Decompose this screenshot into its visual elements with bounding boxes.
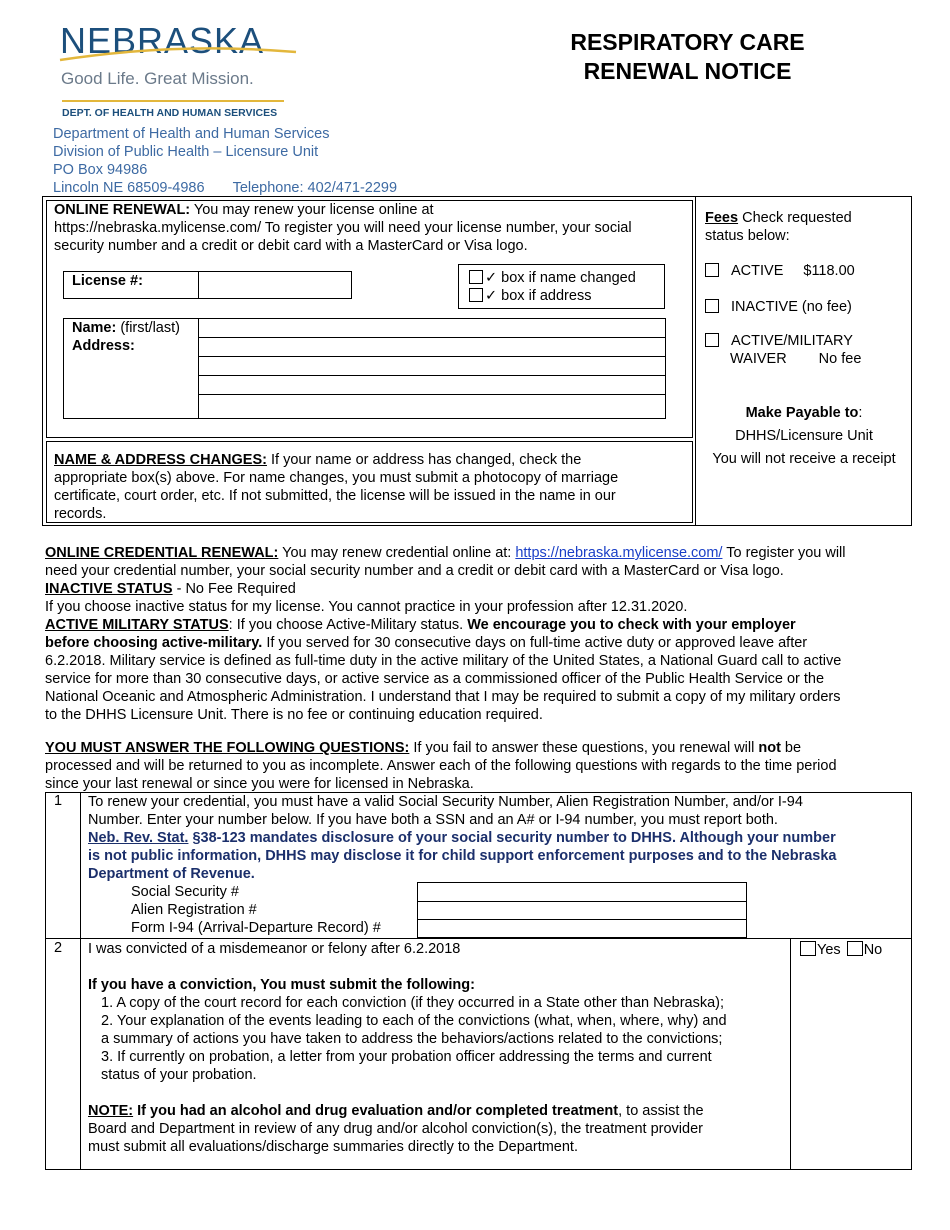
inactive-status-line-2: If you choose inactive status for my license. You cannot practice in your profession after 12.31.2020.	[45, 599, 688, 615]
address-field-2[interactable]	[198, 356, 666, 376]
questions-heading: YOU MUST ANSWER THE FOLLOWING QUESTIONS:	[45, 740, 410, 756]
online-credential-section	[45, 544, 925, 724]
address-line-2: Division of Public Health – Licensure Unit	[53, 144, 319, 160]
military-checkbox[interactable]	[705, 333, 719, 347]
active-fee: $118.00	[803, 263, 855, 279]
q2-note-bold: If you had an alcohol and drug evaluation and/or completed treatment	[133, 1103, 619, 1119]
i94-field[interactable]	[417, 919, 747, 938]
military-fee: No fee	[818, 351, 862, 367]
license-label: License #:	[72, 273, 143, 289]
q2-no-checkbox[interactable]	[847, 941, 863, 956]
inactive-checkbox[interactable]	[705, 299, 719, 313]
online-renewal-text-1: You may renew your license online at	[190, 202, 434, 218]
q1-line-1: To renew your credential, you must have a valid Social Security Number, Alien Registration Number, and/or I-94	[88, 794, 803, 810]
logo-divider	[62, 100, 284, 102]
alien-registration-field[interactable]	[417, 901, 747, 920]
q1-statute: Neb. Rev. Stat.	[88, 830, 189, 846]
logo-wordmark: NEBRASKA	[60, 20, 265, 61]
military-status-heading: ACTIVE MILITARY STATUS	[45, 617, 229, 633]
inactive-status-suffix: - No Fee Required	[172, 581, 296, 597]
fees-subheading-2: status below:	[705, 228, 790, 244]
military-status-line-4: service for more than 30 consecutive days, or active service as a commissioned officer of the Public Health Service or the	[45, 671, 825, 687]
fees-heading: Fees	[705, 210, 739, 226]
change-checkbox-box	[458, 264, 665, 309]
questions-not: not	[758, 740, 781, 756]
military-status-bold-2: before choosing active-military.	[45, 635, 263, 651]
q1-bold-2: is not public information, DHHS may disclose it for child support enforcement purposes and to the Nebraska	[88, 848, 837, 864]
i94-label: Form I-94 (Arrival-Departure Record) #	[131, 920, 381, 936]
online-renewal-heading: ONLINE RENEWAL:	[54, 202, 191, 218]
q2-must-submit: If you have a conviction, You must submit the following:	[88, 977, 475, 993]
military-label-1: ACTIVE/MILITARY	[731, 333, 853, 349]
military-status-bold-1: We encourage you to check with your employer	[467, 617, 796, 633]
name-field[interactable]	[198, 318, 666, 338]
online-credential-heading: ONLINE CREDENTIAL RENEWAL:	[45, 545, 279, 561]
address-field-3[interactable]	[198, 375, 666, 395]
q2-note-text: , to assist the	[618, 1103, 704, 1119]
military-status-text-2: If you served for 30 consecutive days on full-time active duty or approved leave after	[262, 635, 808, 651]
fees-subheading-1: Check requested	[738, 210, 852, 226]
license-label-cell	[63, 271, 199, 299]
q2-item-2b: a summary of actions you have taken to address the behaviors/actions related to the convictions;	[101, 1031, 723, 1047]
military-status-line-6: to the DHHS Licensure Unit. There is no fee or continuing education required.	[45, 707, 543, 723]
q1-line-2: Number. Enter your number below. If you have both a SSN and an A# or I-94 number, you must report both.	[88, 812, 778, 828]
military-label-2: WAIVER	[730, 351, 787, 367]
mylicense-link[interactable]: https://nebraska.mylicense.com/	[515, 545, 723, 561]
agency-address	[53, 125, 397, 197]
q2-answer	[800, 941, 882, 958]
name-change-heading: NAME & ADDRESS CHANGES:	[54, 452, 267, 468]
inactive-label: INACTIVE (no fee)	[731, 299, 852, 315]
q1-number: 1	[54, 793, 63, 809]
address-changed-checkbox[interactable]	[469, 288, 483, 302]
address-line-3: PO Box 94986	[53, 162, 148, 178]
qtable-row-divider	[45, 938, 912, 939]
q2-item-1: 1. A copy of the court record for each conviction (if they occurred in a State other than Nebraska);	[101, 995, 725, 1011]
name-change-line-1: If your name or address has changed, check the	[266, 452, 582, 468]
q2-note-line-2: Board and Department in review of any drug and/or alcohol conviction(s), the treatment provider	[88, 1121, 703, 1137]
military-status-line-5: National Oceanic and Atmospheric Administration. I understand that I may be required to submit a copy of my military orders	[45, 689, 841, 705]
name-label: Name:	[72, 320, 117, 336]
ssn-label: Social Security #	[131, 884, 239, 900]
q2-text	[88, 940, 788, 1156]
q1-id-labels	[131, 883, 381, 937]
address-label: Address:	[72, 338, 135, 354]
payable-to: DHHS/Licensure Unit	[735, 428, 873, 444]
name-change-line-2: appropriate box(s) above. For name changes, you must submit a photocopy of marriage	[54, 470, 619, 486]
name-address-label-cell	[63, 318, 199, 419]
license-number-field[interactable]	[198, 271, 352, 299]
name-changed-label: ✓ box if name changed	[485, 270, 636, 286]
questions-line-2: processed and will be returned to you as incomplete. Answer each of the following questions with regards to the time period	[45, 758, 837, 774]
telephone: Telephone: 402/471-2299	[232, 180, 398, 196]
q2-item-2a: 2. Your explanation of the events leading to each of the convictions (what, when, where, why) and	[101, 1013, 727, 1029]
logo-dept: DEPT. OF HEALTH AND HUMAN SERVICES	[62, 107, 278, 119]
q2-number: 2	[54, 940, 63, 956]
active-label: ACTIVE	[731, 263, 784, 279]
address-field-4[interactable]	[198, 394, 666, 419]
online-renewal-text	[54, 201, 689, 255]
online-credential-text-b: To register you will	[722, 545, 846, 561]
logo-swoosh-icon	[58, 44, 298, 64]
questions-text-1: If you fail to answer these questions, you renewal will	[409, 740, 759, 756]
online-credential-text-a: You may renew credential online at:	[278, 545, 516, 561]
no-receipt-note: You will not receive a receipt	[712, 451, 896, 467]
online-credential-line-2: need your credential number, your social security number and a credit or debit card with a MasterCard or Visa logo.	[45, 563, 784, 579]
active-checkbox[interactable]	[705, 263, 719, 277]
address-line-4: Lincoln NE 68509-4986	[53, 180, 205, 196]
q2-item-3a: 3. If currently on probation, a letter from your probation officer addressing the terms and current	[101, 1049, 712, 1065]
qtable-answer-divider	[790, 938, 791, 1170]
name-hint: (first/last)	[116, 320, 180, 336]
payable-label: Make Payable to	[745, 405, 859, 421]
q2-yes-checkbox[interactable]	[800, 941, 816, 956]
q2-line-1: I was convicted of a misdemeanor or felony after 6.2.2018	[88, 941, 461, 957]
page-title	[540, 28, 835, 86]
online-renewal-text-3: security number and a credit or debit card with a MasterCard or Visa logo.	[54, 238, 528, 254]
address-line-1: Department of Health and Human Services	[53, 126, 330, 142]
alien-label: Alien Registration #	[131, 902, 257, 918]
q2-note-label: NOTE:	[88, 1103, 134, 1119]
questions-line-3: since your last renewal or since you were for licensed in Nebraska.	[45, 776, 474, 792]
online-renewal-text-2: https://nebraska.mylicense.com/ To register you will need your license number, your social	[54, 220, 632, 236]
address-changed-label: ✓ box if address	[485, 288, 592, 304]
name-change-text	[54, 451, 689, 523]
payable-colon: :	[858, 405, 863, 421]
q2-note-line-3: must submit all evaluations/discharge summaries directly to the Department.	[88, 1139, 578, 1155]
frame-divider	[695, 196, 696, 526]
questions-text-2: be	[780, 740, 802, 756]
questions-intro	[45, 739, 925, 793]
q2-item-3b: status of your probation.	[101, 1067, 257, 1083]
q2-no-label: No	[863, 942, 883, 958]
name-changed-checkbox[interactable]	[469, 270, 483, 284]
qtable-col-divider	[80, 792, 81, 1170]
ssn-field[interactable]	[417, 882, 747, 902]
address-field-1[interactable]	[198, 337, 666, 357]
name-change-line-4: records.	[54, 506, 107, 522]
military-status-line-3: 6.2.2018. Military service is defined as full-time duty in the active military of the United States, a National Guard call to active	[45, 653, 842, 669]
q1-bold-1: §38-123 mandates disclosure of your social security number to DHHS. Although your number	[188, 830, 836, 846]
military-status-text-1: : If you choose Active-Military status.	[228, 617, 468, 633]
q1-text	[88, 793, 908, 883]
name-change-line-3: certificate, court order, etc. If not submitted, the license will be issued in the name in our	[54, 488, 616, 504]
title-line-1: RESPIRATORY CARE	[570, 29, 805, 55]
title-line-2: RENEWAL NOTICE	[583, 58, 792, 84]
inactive-status-heading: INACTIVE STATUS	[45, 581, 173, 597]
q2-yes-label: Yes	[817, 942, 841, 958]
logo-tagline: Good Life. Great Mission.	[61, 69, 254, 88]
q1-bold-3: Department of Revenue.	[88, 866, 255, 882]
